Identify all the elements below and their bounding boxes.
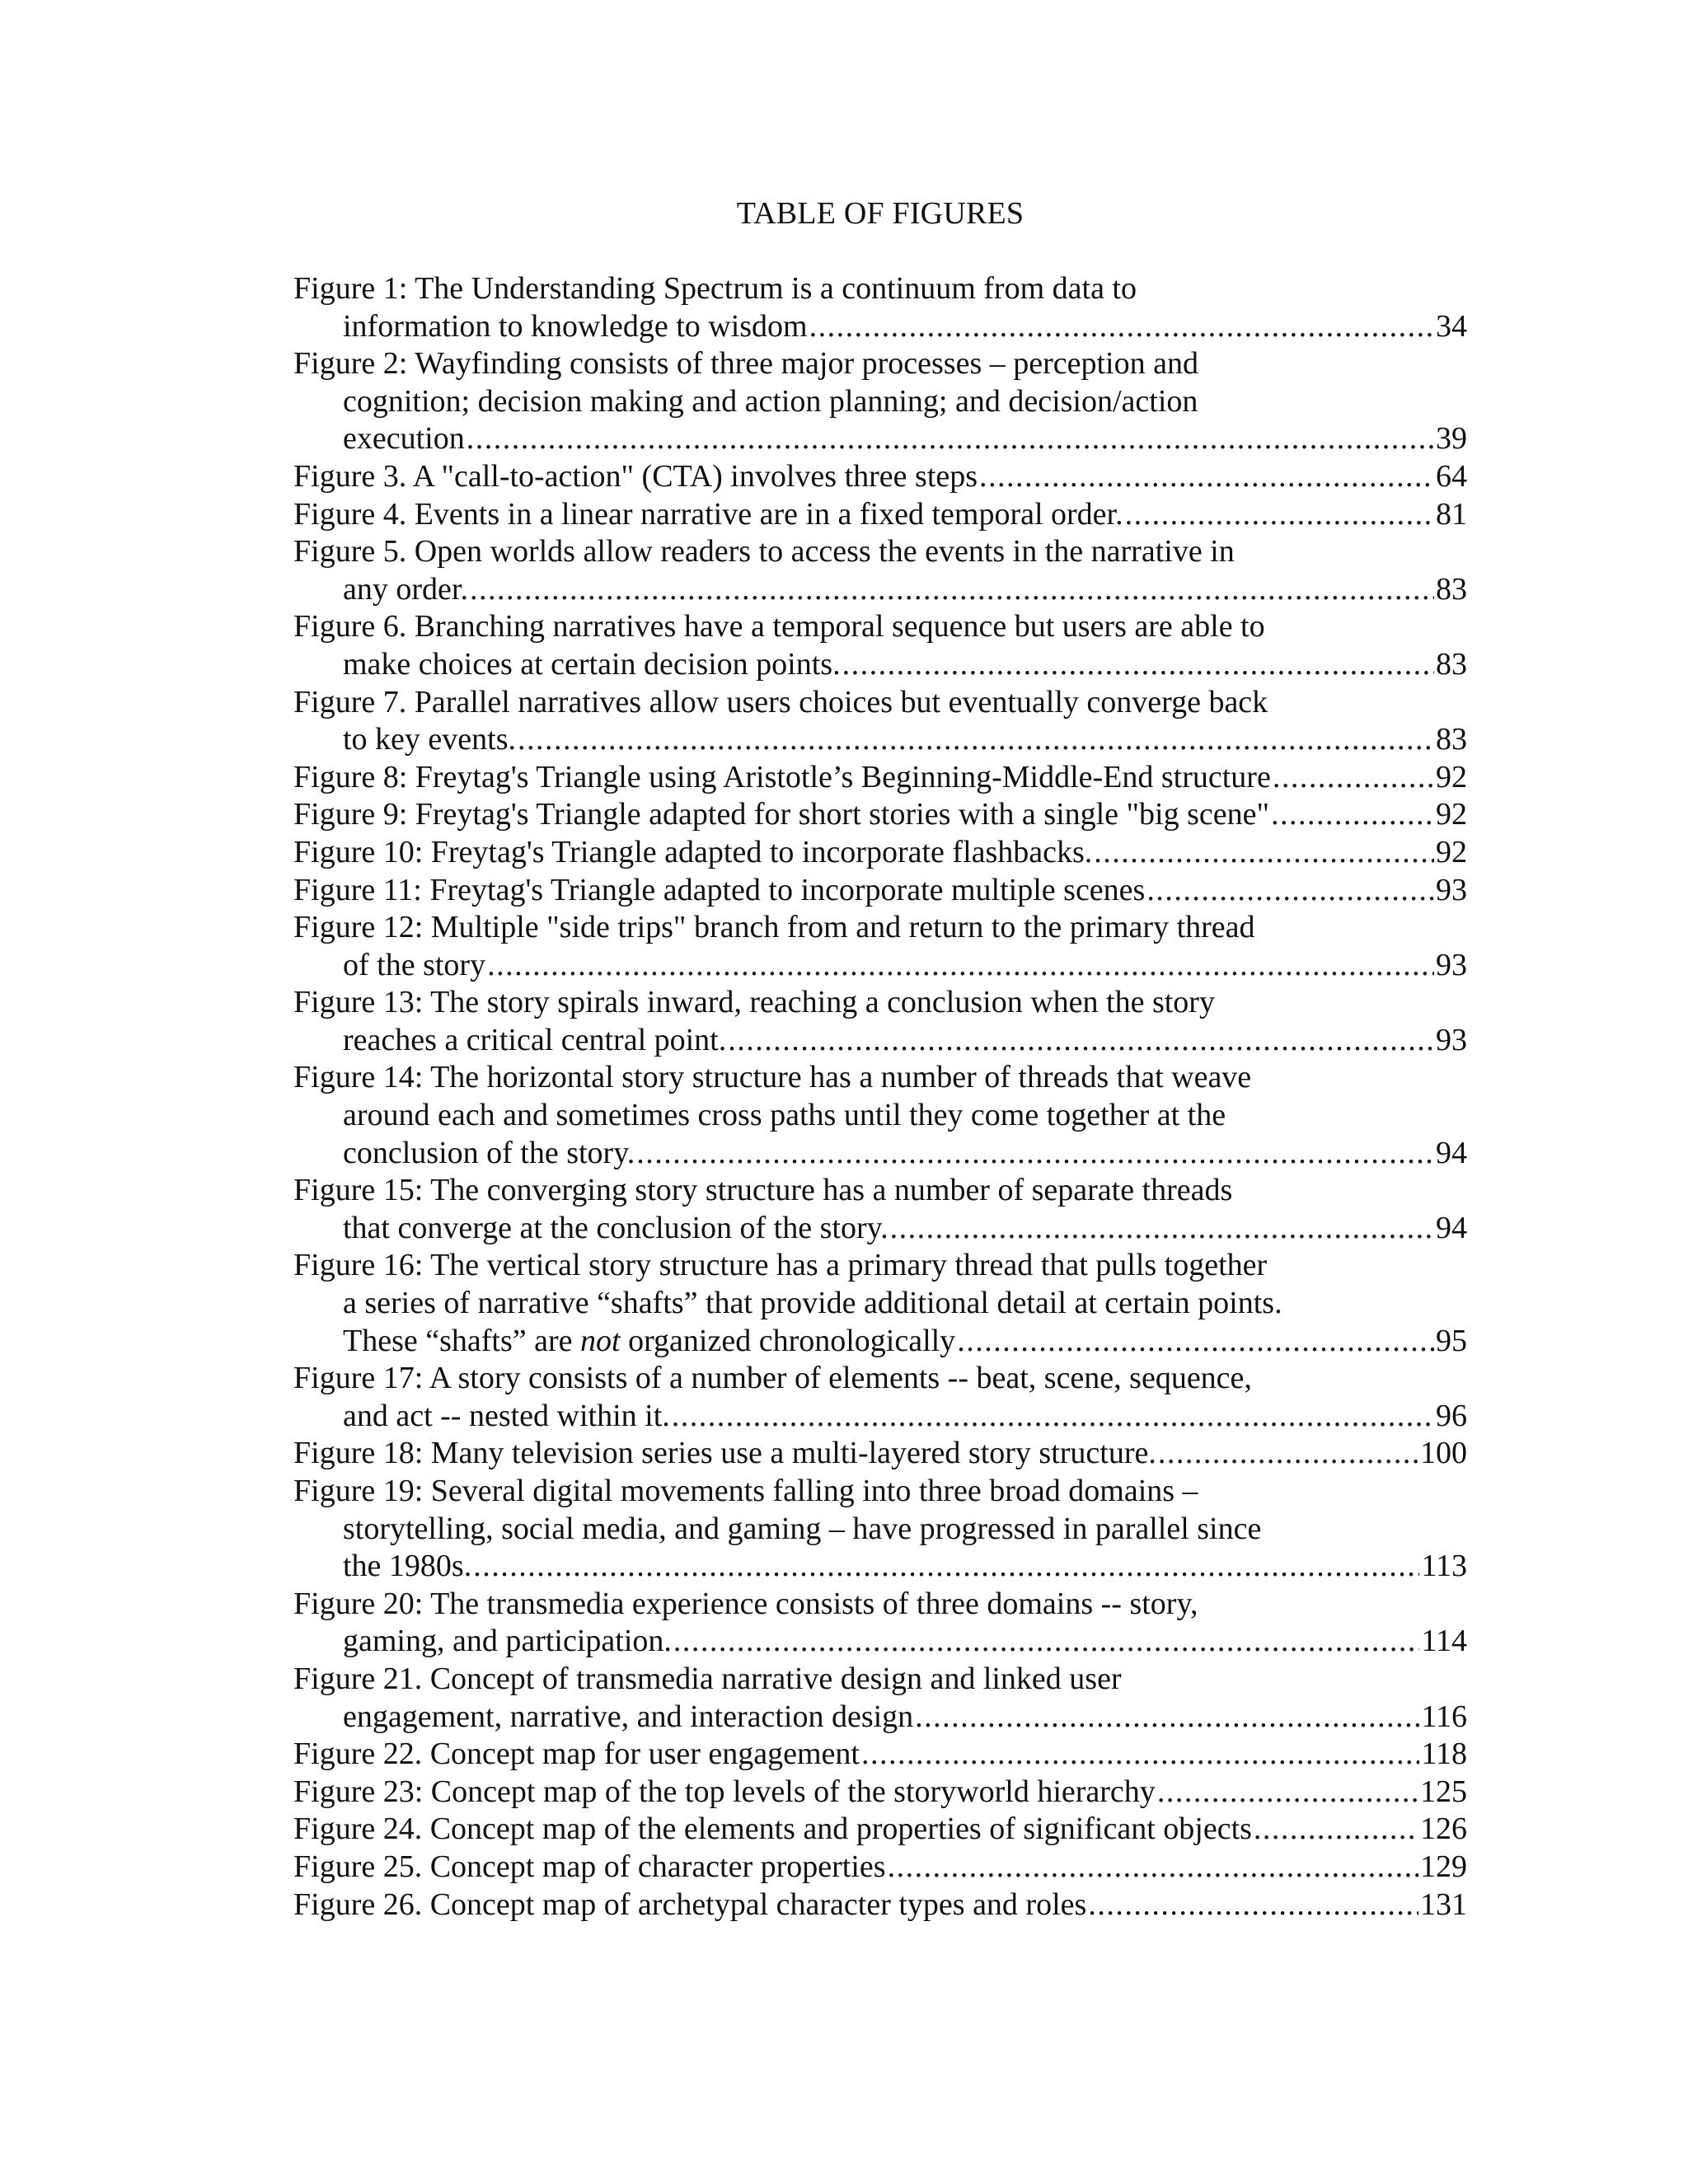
entry-text: cognition; decision making and action planning; and decision/action bbox=[343, 383, 1198, 419]
entry-text: engagement, narrative, and interaction design bbox=[343, 1699, 914, 1734]
page-number: 93 bbox=[1436, 947, 1467, 982]
entry-text: Figure 12: Multiple "side trips" branch from and return to the primary thread bbox=[293, 910, 1255, 945]
entry-text: Figure 5. Open worlds allow readers to access the events in the narrative in bbox=[293, 534, 1235, 569]
dot-leader bbox=[487, 947, 1434, 985]
page-number: 95 bbox=[1436, 1323, 1467, 1358]
toc-entry[interactable] bbox=[293, 1849, 1467, 1886]
toc-entry-line bbox=[293, 1172, 1467, 1210]
toc-entry[interactable] bbox=[293, 1586, 1467, 1661]
entry-text: Figure 15: The converging story structure has a number of separate threads bbox=[293, 1173, 1233, 1208]
toc-entry[interactable] bbox=[293, 1360, 1467, 1435]
entry-text: Figure 7. Parallel narratives allow users choices but eventually converge back bbox=[293, 684, 1268, 719]
entry-text: Figure 24. Concept map of the elements and properties of significant objects bbox=[293, 1811, 1252, 1847]
toc-entry[interactable] bbox=[293, 796, 1467, 834]
toc-entry[interactable] bbox=[293, 759, 1467, 797]
toc-entry-line bbox=[293, 308, 1467, 346]
entry-text: Figure 9: Freytag's Triangle adapted for short stories with a single "big scene" bbox=[293, 797, 1270, 832]
entry-text-segment: These “shafts” are bbox=[343, 1323, 581, 1358]
toc-entry-line bbox=[293, 834, 1467, 872]
dot-leader bbox=[1273, 759, 1434, 797]
page-number: 83 bbox=[1436, 646, 1467, 682]
entry-text: Figure 16: The vertical story structure has a primary thread that pulls together bbox=[293, 1248, 1268, 1283]
page-title: TABLE OF FIGURES bbox=[736, 196, 1025, 231]
entry-text: Figure 17: A story consists of a number of elements -- beat, scene, sequence, bbox=[293, 1361, 1252, 1396]
page-number: 92 bbox=[1436, 797, 1467, 832]
page-number: 126 bbox=[1420, 1811, 1467, 1847]
page-number: 83 bbox=[1436, 722, 1467, 757]
entry-text: Figure 10: Freytag's Triangle adapted to incorporate flashbacks. bbox=[293, 834, 1093, 869]
toc-entry[interactable] bbox=[293, 984, 1467, 1059]
page-number: 131 bbox=[1420, 1886, 1467, 1922]
toc-entry-line bbox=[293, 270, 1467, 308]
toc-entry[interactable] bbox=[293, 458, 1467, 496]
entry-text: around each and sometimes cross paths until they come together at the bbox=[343, 1098, 1226, 1133]
toc-entry-line bbox=[293, 1435, 1467, 1473]
toc-entry-line bbox=[293, 1360, 1467, 1398]
dot-leader bbox=[890, 1210, 1434, 1248]
toc-entry[interactable] bbox=[293, 1661, 1467, 1736]
page-number: 93 bbox=[1436, 872, 1467, 907]
dot-leader bbox=[470, 571, 1434, 609]
entry-text: any order. bbox=[343, 571, 468, 607]
toc-entry[interactable] bbox=[293, 1172, 1467, 1247]
toc-entry-line bbox=[293, 1548, 1467, 1586]
dot-leader bbox=[957, 1323, 1434, 1361]
entry-text: of the story bbox=[343, 947, 486, 982]
entry-text: Figure 19: Several digital movements falling into three broad domains – bbox=[293, 1474, 1198, 1508]
entry-text: gaming, and participation. bbox=[343, 1624, 672, 1659]
toc-entry[interactable] bbox=[293, 533, 1467, 608]
dot-leader bbox=[1271, 796, 1434, 834]
toc-entry-line bbox=[293, 1774, 1467, 1811]
dot-leader bbox=[1157, 1774, 1418, 1811]
toc-entry[interactable] bbox=[293, 270, 1467, 345]
toc-entry[interactable] bbox=[293, 1473, 1467, 1586]
page-number: 116 bbox=[1421, 1699, 1467, 1734]
entry-text: Figure 21. Concept of transmedia narrative design and linked user bbox=[293, 1661, 1122, 1696]
toc-entry-line bbox=[293, 533, 1467, 571]
entry-text: Figure 20: The transmedia experience consists of three domains -- story, bbox=[293, 1586, 1198, 1621]
entry-text: Figure 25. Concept map of character properties bbox=[293, 1849, 886, 1884]
dot-leader bbox=[1158, 1435, 1418, 1473]
toc-entry-line bbox=[293, 1285, 1467, 1323]
dot-leader bbox=[1088, 1886, 1418, 1924]
toc-entry-line bbox=[293, 1623, 1467, 1661]
entry-text: Figure 22. Concept map for user engagement bbox=[293, 1736, 860, 1772]
toc-entry-line bbox=[293, 1849, 1467, 1886]
toc-entry-line bbox=[293, 984, 1467, 1022]
dot-leader bbox=[979, 458, 1434, 496]
toc-entry-line bbox=[293, 1210, 1467, 1248]
page-number: 64 bbox=[1436, 458, 1467, 494]
dot-leader bbox=[467, 420, 1434, 458]
entry-text: Figure 4. Events in a linear narrative are in a fixed temporal order. bbox=[293, 496, 1123, 532]
dot-leader bbox=[1146, 872, 1434, 910]
toc-entry[interactable] bbox=[293, 909, 1467, 984]
entry-text: Figure 18: Many television series use a multi-layered story structure. bbox=[293, 1436, 1156, 1471]
toc-entry[interactable] bbox=[293, 1736, 1467, 1774]
toc-entry-line bbox=[293, 1736, 1467, 1774]
dot-leader bbox=[1094, 834, 1434, 872]
dot-leader bbox=[673, 1623, 1420, 1661]
dot-leader bbox=[888, 1849, 1418, 1886]
toc-entry-line bbox=[293, 458, 1467, 496]
toc-entry-line bbox=[293, 1247, 1467, 1285]
page-number: 92 bbox=[1436, 834, 1467, 869]
toc-entry-line bbox=[293, 420, 1467, 458]
entry-text: reaches a critical central point. bbox=[343, 1022, 727, 1057]
page-number: 92 bbox=[1436, 759, 1467, 794]
dot-leader bbox=[1254, 1811, 1418, 1849]
entry-text: Figure 23: Concept map of the top levels of the storyworld hierarchy bbox=[293, 1774, 1156, 1809]
entry-text: to key events. bbox=[343, 722, 517, 757]
dot-leader bbox=[842, 646, 1434, 684]
entry-text: execution bbox=[343, 421, 465, 457]
dot-leader bbox=[728, 1022, 1434, 1060]
toc-entry-line bbox=[293, 721, 1467, 759]
entry-text: Figure 13: The story spirals inward, reaching a conclusion when the story bbox=[293, 985, 1215, 1020]
toc-entry-line bbox=[293, 1398, 1467, 1436]
toc-entry[interactable] bbox=[293, 1435, 1467, 1473]
page-number: 39 bbox=[1436, 421, 1467, 457]
page-number: 94 bbox=[1436, 1135, 1467, 1170]
toc-entry-line bbox=[293, 872, 1467, 910]
toc-entry[interactable] bbox=[293, 1811, 1467, 1849]
page-number: 114 bbox=[1421, 1624, 1467, 1659]
toc-entry-line bbox=[293, 759, 1467, 797]
entry-emphasis: not bbox=[580, 1323, 621, 1358]
toc-entry-line bbox=[293, 1511, 1467, 1549]
toc-entry-line bbox=[293, 1059, 1467, 1097]
toc-entry[interactable] bbox=[293, 872, 1467, 910]
toc-entry-line bbox=[293, 1323, 1467, 1361]
toc-entry-line bbox=[293, 947, 1467, 985]
page-number: 93 bbox=[1436, 1022, 1467, 1057]
toc-entry-line bbox=[293, 646, 1467, 684]
dot-leader bbox=[636, 1135, 1434, 1173]
page-number: 113 bbox=[1421, 1549, 1467, 1584]
page-number: 34 bbox=[1436, 308, 1467, 344]
page-number: 81 bbox=[1436, 496, 1467, 532]
toc-entry-line bbox=[293, 571, 1467, 609]
entry-text: the 1980s. bbox=[343, 1549, 472, 1584]
toc-entry-line bbox=[293, 1022, 1467, 1060]
dot-leader bbox=[861, 1736, 1419, 1774]
entry-text: make choices at certain decision points. bbox=[343, 646, 841, 682]
entry-text: Figure 1: The Understanding Spectrum is a continuum from data to bbox=[293, 271, 1137, 306]
dot-leader bbox=[915, 1699, 1419, 1736]
toc-entry[interactable] bbox=[293, 1059, 1467, 1172]
page-number: 96 bbox=[1436, 1398, 1467, 1433]
toc-entry-line bbox=[293, 909, 1467, 947]
page-number: 129 bbox=[1420, 1849, 1467, 1884]
toc-entry[interactable] bbox=[293, 1247, 1467, 1360]
entry-text: a series of narrative “shafts” that provide additional detail at certain points. bbox=[343, 1286, 1282, 1321]
dot-leader bbox=[473, 1548, 1419, 1586]
entry-text: that converge at the conclusion of the story. bbox=[343, 1210, 889, 1245]
entry-text: Figure 3. A "call-to-action" (CTA) involves three steps bbox=[293, 458, 978, 494]
toc-entry[interactable] bbox=[293, 834, 1467, 872]
toc-entry-line bbox=[293, 1886, 1467, 1924]
page-number: 125 bbox=[1420, 1774, 1467, 1809]
page-number: 118 bbox=[1421, 1736, 1467, 1772]
entry-text: and act -- nested within it. bbox=[343, 1398, 670, 1433]
dot-leader bbox=[809, 308, 1434, 346]
toc-entry-line bbox=[293, 1699, 1467, 1736]
toc-entry[interactable] bbox=[293, 1774, 1467, 1811]
entry-text-segment: organized chronologically bbox=[620, 1323, 956, 1358]
entry-text: Figure 26. Concept map of archetypal character types and roles bbox=[293, 1886, 1087, 1922]
toc-entry-line bbox=[293, 1135, 1467, 1173]
toc-entry-line bbox=[293, 608, 1467, 646]
page-number: 83 bbox=[1436, 571, 1467, 607]
toc-entry[interactable] bbox=[293, 496, 1467, 534]
entry-text: Figure 14: The horizontal story structure has a number of threads that weave bbox=[293, 1060, 1252, 1095]
toc-entry-line bbox=[293, 1473, 1467, 1511]
toc-entry[interactable] bbox=[293, 684, 1467, 759]
toc-entry-line bbox=[293, 796, 1467, 834]
toc-entry[interactable] bbox=[293, 608, 1467, 683]
entry-text: Figure 2: Wayfinding consists of three major processes – perception and bbox=[293, 346, 1198, 382]
toc-entry-line bbox=[293, 1661, 1467, 1699]
toc-entry-line bbox=[293, 383, 1467, 421]
table-of-figures bbox=[293, 270, 1467, 1924]
toc-entry[interactable] bbox=[293, 1886, 1467, 1924]
entry-text bbox=[343, 1323, 955, 1361]
dot-leader bbox=[1125, 496, 1434, 534]
toc-entry-line bbox=[293, 1811, 1467, 1849]
toc-entry-line bbox=[293, 1097, 1467, 1135]
entry-text: Figure 6. Branching narratives have a temporal sequence but users are able to bbox=[293, 609, 1265, 644]
entry-text: Figure 8: Freytag's Triangle using Aristotle’s Beginning-Middle-End structure bbox=[293, 759, 1271, 794]
dot-leader bbox=[518, 721, 1434, 759]
toc-entry[interactable] bbox=[293, 345, 1467, 458]
toc-entry-line bbox=[293, 345, 1467, 383]
toc-entry-line bbox=[293, 1586, 1467, 1624]
entry-text: information to knowledge to wisdom bbox=[343, 308, 808, 344]
dot-leader bbox=[672, 1398, 1434, 1436]
toc-entry-line bbox=[293, 496, 1467, 534]
entry-text: conclusion of the story. bbox=[343, 1135, 635, 1170]
toc-entry-line bbox=[293, 684, 1467, 722]
page-number: 100 bbox=[1420, 1436, 1467, 1471]
entry-text: storytelling, social media, and gaming – have progressed in parallel since bbox=[343, 1511, 1262, 1546]
page-number: 94 bbox=[1436, 1210, 1467, 1245]
entry-text: Figure 11: Freytag's Triangle adapted to incorporate multiple scenes bbox=[293, 872, 1146, 907]
